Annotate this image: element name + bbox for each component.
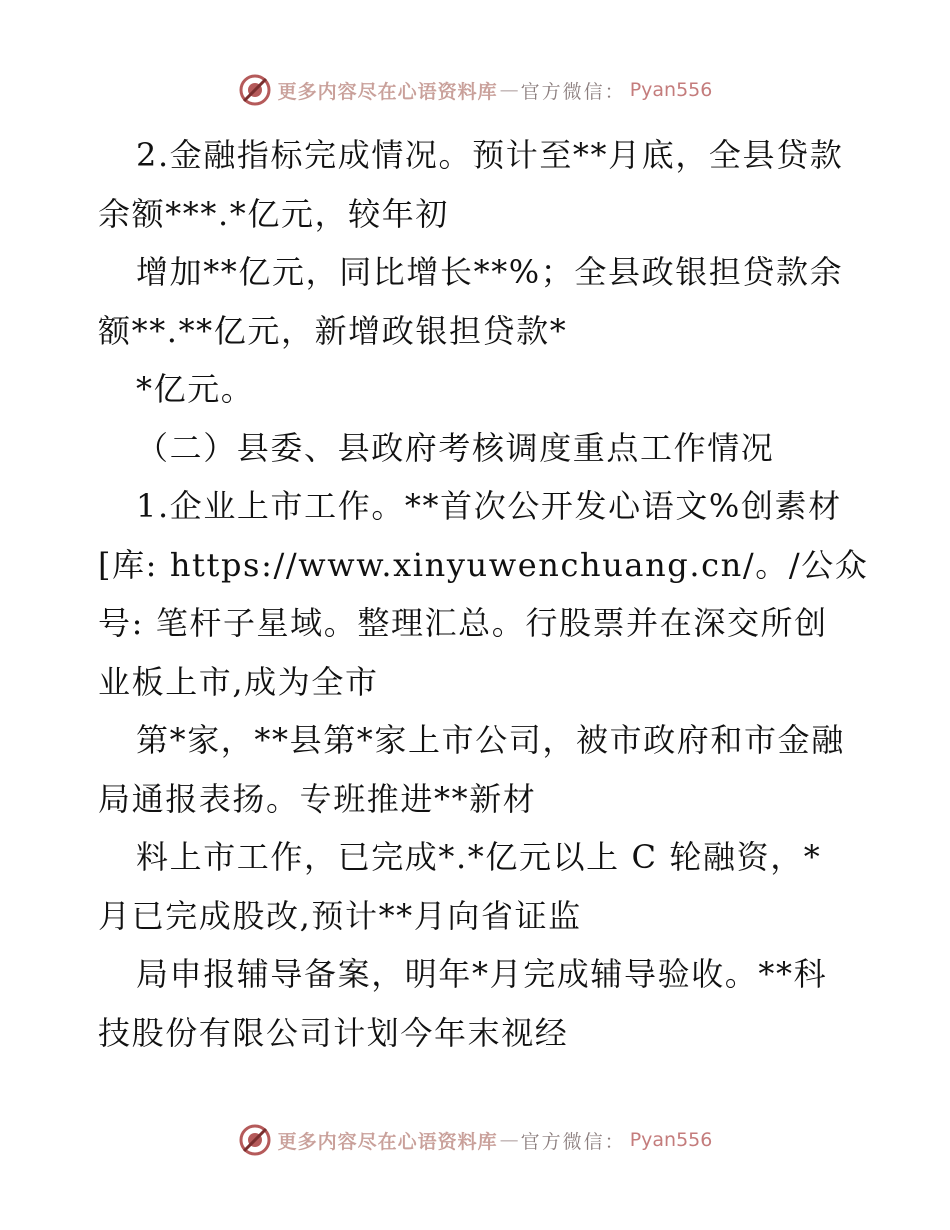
watermark-brand: 更多内容尽在心语资料库 (277, 80, 498, 103)
text-line: 料上市工作，已完成*.*亿元以上 C 轮融资，* (136, 838, 822, 876)
footer-watermark (0, 1120, 950, 1160)
watermark-wechat-id: Pyan556 (629, 1129, 713, 1151)
text-line: 技股份有限公司计划今年末视经 (98, 1013, 569, 1052)
text-line: 局申报辅导备案，明年*月完成辅导验收。**科 (136, 955, 828, 993)
text-line: 第*家，**县第*家上市公司，被市政府和市金融 (136, 721, 845, 759)
header-watermark (0, 70, 950, 110)
text-line: 余额***.*亿元，较年初 (98, 194, 449, 233)
text-line: *亿元。 (136, 370, 255, 408)
section-heading: （二）县委、县政府考核调度重点工作情况 (136, 428, 775, 467)
text-line: 2.金融指标完成情况。预计至**月底，全县贷款 (136, 136, 844, 174)
watermark-label: 官方微信： (520, 80, 626, 103)
text-line: [库: https://www.xinyuwenchuang.cn/。/公众 (98, 545, 869, 584)
text-line: 1.企业上市工作。**首次公开发心语文%创素材 (136, 487, 842, 525)
brand-logo-icon (238, 73, 272, 107)
watermark-brand: 更多内容尽在心语资料库 (277, 1130, 498, 1153)
text-line: 业板上市,成为全市 (98, 662, 379, 701)
text-line: 号: 笔杆子星域。整理汇总。行股票并在深交所创 (98, 604, 828, 642)
watermark-dash: — (499, 1129, 519, 1151)
text-line: 月已完成股改,预计**月向省证监 (98, 896, 582, 935)
watermark-label: 官方微信： (520, 1130, 626, 1153)
document-body (98, 126, 869, 1062)
watermark-wechat-id: Pyan556 (629, 79, 713, 101)
text-line: 增加**亿元，同比增长**%；全县政银担贷款余 (136, 253, 844, 291)
text-line: 局通报表扬。专班推进**新材 (98, 779, 537, 818)
brand-logo-icon (238, 1123, 272, 1157)
watermark-dash: — (499, 79, 519, 101)
text-line: 额**.**亿元，新增政银担贷款* (98, 311, 568, 350)
